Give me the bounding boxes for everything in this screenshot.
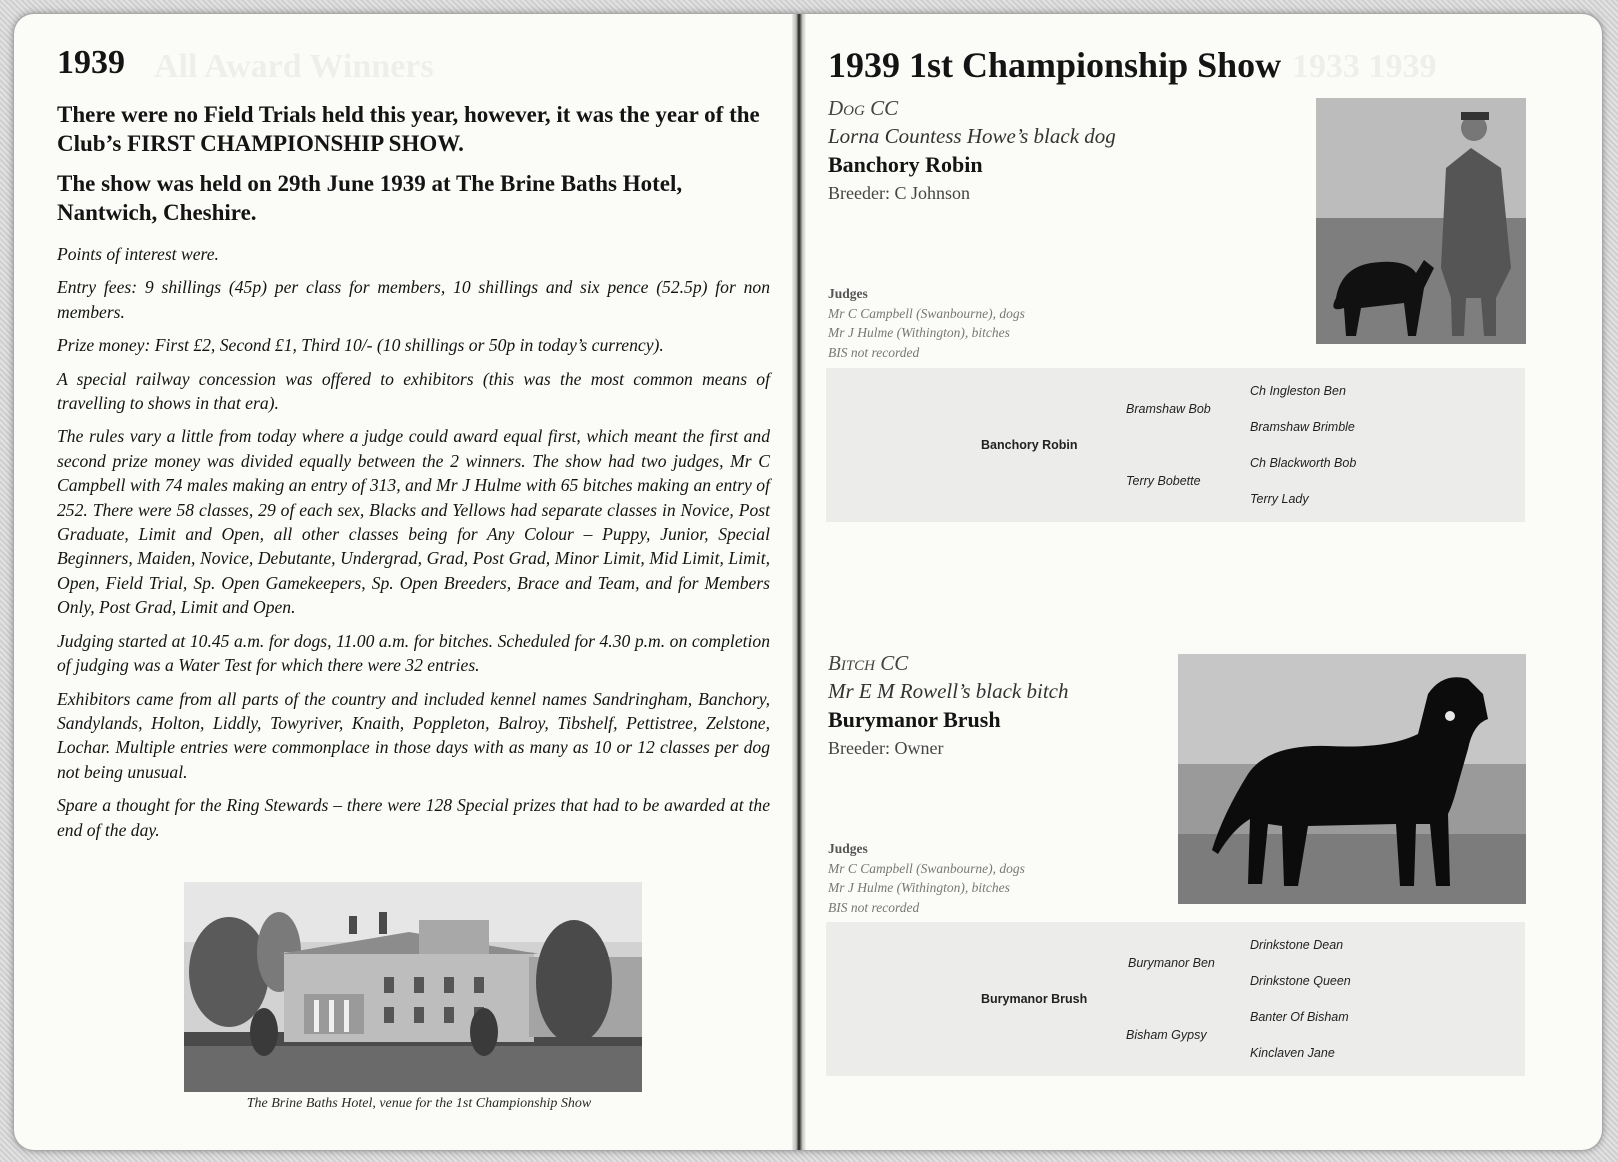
championship-show-title: 1939 1st Championship Show: [828, 45, 1282, 85]
breeder-label: Breeder:: [828, 738, 890, 758]
dog-cc-suffix: CC: [864, 96, 899, 120]
pedigree-dog: Banchory Robin: [981, 438, 1078, 452]
pedigree-dog: Burymanor Brush: [981, 992, 1088, 1006]
bitch-cc-photo: [1178, 654, 1526, 904]
body-paragraph: The rules vary a little from today where a judge could award equal first, which meant the first and second prize money was divided equally between the 2 winners. The show had two judges, Mr C Campbell with 74 males making an entry of 313, and Mr J Hulme with 65 bitches making an entry of 252. There were 58 classes, 29 of each sex, Blacks and Yellows had separate classes in Novice, Post Graduate, Limit and Open, all other classes being for Any Colour – Puppy, Junior, Special Beginners, Maiden, Novice, Debutante, Undergrad, Grad, Post Grad, Minor Limit, Mid Limit, Limit, Open, Field Trial, Sp. Open Gamekeepers, Sp. Open Breeders, Brace and Team, and for Members Only, Post Grad, Limit and Open.: [57, 426, 770, 618]
pedigree-dam-sire: Ch Blackworth Bob: [1250, 456, 1357, 470]
pedigree-sire-dam: Bramshaw Brimble: [1250, 420, 1355, 434]
dog-cc-judges: [828, 284, 1128, 362]
judge-line: Mr J Hulme (Withington), bitches: [828, 325, 1010, 340]
body-copy: [57, 242, 770, 851]
pedigree-dam-dam: Kinclaven Jane: [1250, 1046, 1335, 1060]
dog-cc-winner-name: Banchory Robin: [828, 152, 983, 177]
pedigree-sire-sire: Drinkstone Dean: [1250, 938, 1344, 952]
body-paragraph: Points of interest were.: [57, 244, 219, 264]
pedigree-sire-dam: Drinkstone Queen: [1250, 974, 1351, 988]
pedigree-sire: Bramshaw Bob: [1126, 402, 1211, 416]
left-page: [14, 14, 792, 1150]
bitch-cc-owner: Mr E M Rowell’s black bitch: [828, 679, 1069, 703]
dog-cc-label: Dog: [828, 96, 865, 120]
bleed-through-text: 1933 1939: [1292, 48, 1437, 85]
judges-heading: Judges: [828, 286, 868, 301]
pedigree-dam-sire: Banter Of Bisham: [1250, 1010, 1349, 1024]
book-spread: [14, 14, 1602, 1150]
pedigree-sire: Burymanor Ben: [1128, 956, 1215, 970]
pedigree-dam: Bisham Gypsy: [1126, 1028, 1207, 1042]
right-page: [806, 14, 1602, 1150]
bitch-cc-label: Bitch: [828, 651, 876, 675]
lead-paragraph-2: The show was held on 29th June 1939 at The Brine Baths Hotel, Nantwich, Cheshire.: [57, 171, 683, 225]
page-year-heading: 1939: [57, 44, 125, 81]
dog-cc-pedigree: [826, 368, 1525, 522]
body-paragraph: A special railway concession was offered to exhibitors (this was the most common means of travelling to shows in that era).: [57, 368, 770, 414]
pedigree-dam-dam: Terry Lady: [1250, 492, 1309, 506]
body-paragraph: Entry fees: 9 shillings (45p) per class for members, 10 shillings and six pence (52.5p) for non members.: [57, 277, 770, 322]
breeder-label: Breeder:: [828, 183, 890, 203]
body-paragraph: Spare a thought for the Ring Stewards – there were 128 Special prizes that had to be awarded at the end of the day.: [57, 795, 770, 840]
hotel-photo: [184, 882, 642, 1092]
dog-cc-photo: [1316, 98, 1526, 344]
judge-line: Mr J Hulme (Withington), bitches: [828, 880, 1010, 895]
dog-cc-breeder: C Johnson: [889, 183, 970, 203]
bitch-cc-winner-name: Burymanor Brush: [828, 707, 1001, 732]
body-paragraph: Judging started at 10.45 a.m. for dogs, 11.00 a.m. for bitches. Scheduled for 4.30 p.m. on completion of judging was a Water Test for which there were 32 entries.: [57, 630, 770, 676]
lead-paragraph-1: There were no Field Trials held this year, however, it was the year of the Club’s FIRST CHAMPIONSHIP SHOW.: [57, 102, 760, 156]
pedigree-dam: Terry Bobette: [1126, 474, 1201, 488]
judges-heading: Judges: [828, 841, 868, 856]
judge-line: Mr C Campbell (Swanbourne), dogs: [828, 860, 1025, 876]
judge-line: Mr C Campbell (Swanbourne), dogs: [828, 305, 1025, 321]
photo-caption: The Brine Baths Hotel, venue for the 1st Championship Show: [246, 1096, 592, 1111]
body-paragraph: Prize money: First £2, Second £1, Third 10/- (10 shillings or 50p in today’s currency).: [57, 335, 664, 356]
bleed-through-text: All Award Winners: [154, 48, 434, 85]
book-spine: [792, 14, 806, 1150]
bis-note: BIS not recorded: [828, 344, 920, 360]
body-paragraph: Exhibitors came from all parts of the country and included kennel names Sandringham, Banchory, Sandylands, Holton, Liddly, Towyriver, Knaith, Poppleton, Balroy, Tibshelf, Pettistree, Zelstone, Lochar. Multiple entries were commonplace in those days with as many as 10 or 12 classes per dog not being unusual.: [57, 688, 770, 782]
bitch-cc-pedigree: [826, 922, 1525, 1076]
bitch-cc-suffix: CC: [875, 651, 909, 675]
dog-cc-block: [828, 94, 1258, 206]
bitch-cc-judges: [828, 839, 1128, 917]
dog-cc-owner: Lorna Countess Howe’s black dog: [828, 124, 1116, 148]
pedigree-sire-sire: Ch Ingleston Ben: [1250, 384, 1346, 398]
bis-note: BIS not recorded: [828, 899, 920, 915]
bitch-cc-breeder: Owner: [889, 738, 944, 758]
